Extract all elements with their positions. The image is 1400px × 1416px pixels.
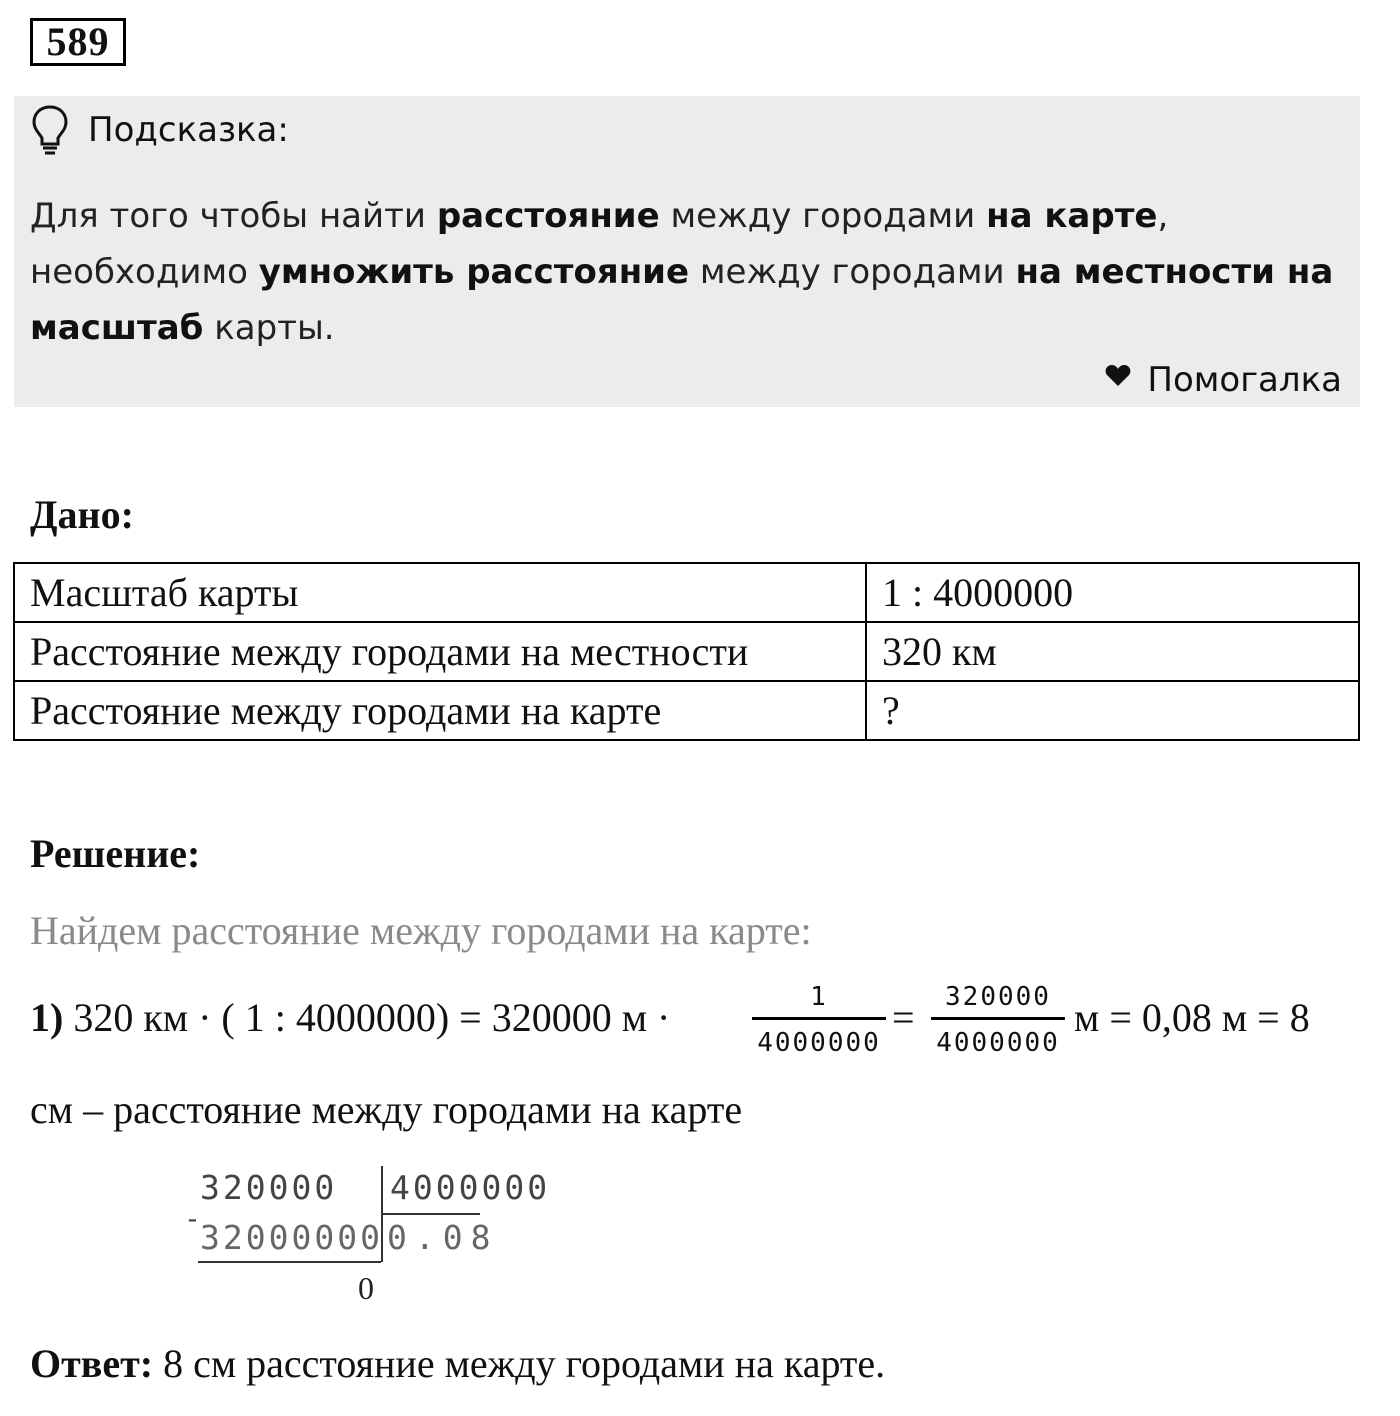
table-row: [14, 681, 1359, 740]
division-dividend: 320000: [200, 1168, 338, 1207]
solution-intro: Найдем расстояние между городами на карте:: [30, 908, 812, 953]
division-remainder: 0: [358, 1270, 374, 1306]
table-row: [14, 622, 1359, 681]
given-table: [13, 562, 1360, 741]
step-number: 1): [30, 995, 64, 1040]
step-conclusion: см – расстояние между городами на карте: [30, 1087, 743, 1132]
given-heading: Дано:: [30, 492, 134, 537]
step-result: м = 0,08 м = 8: [1074, 995, 1310, 1040]
answer: [30, 1340, 885, 1388]
brand-name: Помогалка: [1147, 360, 1342, 400]
answer-label: Ответ:: [30, 1341, 154, 1386]
table-cell-value: 1 : 4000000: [866, 563, 1359, 622]
table-cell-label: Масштаб карты: [14, 563, 866, 622]
table-cell-label: Расстояние между городами на местности: [14, 622, 866, 681]
task-number: 589: [30, 18, 126, 66]
solution-heading: Решение:: [30, 831, 201, 876]
table-row: [14, 563, 1359, 622]
table-cell-value: ?: [866, 681, 1359, 740]
hint-title: Подсказка:: [88, 110, 289, 150]
division-quotient: 0.08: [387, 1218, 499, 1257]
division-divisor: 4000000: [390, 1168, 551, 1207]
answer-text: 8 см расстояние между городами на карте.: [153, 1341, 886, 1386]
division-underline: [198, 1261, 381, 1263]
fraction-1-denominator: 4000000: [757, 1028, 881, 1058]
table-cell-value: 320 км: [866, 622, 1359, 681]
solution-step: [30, 994, 670, 1042]
division-subtrahend: 32000000: [200, 1218, 383, 1257]
brand-label: [1105, 356, 1342, 404]
fraction-2-denominator: 4000000: [936, 1028, 1060, 1058]
division-quotient-bar: [383, 1213, 480, 1215]
step-expression: 320 км · ( 1 : 4000000) = 320000 м ·: [73, 995, 671, 1040]
fraction-2-numerator: 320000: [945, 982, 1051, 1012]
equals-sign: =: [892, 995, 915, 1040]
fraction-2-bar: [931, 1017, 1065, 1020]
fraction-1-numerator: 1: [810, 982, 828, 1012]
division-minus-sign: -: [184, 1202, 204, 1235]
hint-text: Для того чтобы найти расстояние между городами на карте, необходимо умножить расстояние между городами на местности на масштаб карты.: [30, 196, 1334, 348]
fraction-1-bar: [752, 1017, 886, 1020]
heart-icon: [1105, 363, 1131, 387]
lightbulb-icon: [30, 104, 70, 156]
table-cell-label: Расстояние между городами на карте: [14, 681, 866, 740]
